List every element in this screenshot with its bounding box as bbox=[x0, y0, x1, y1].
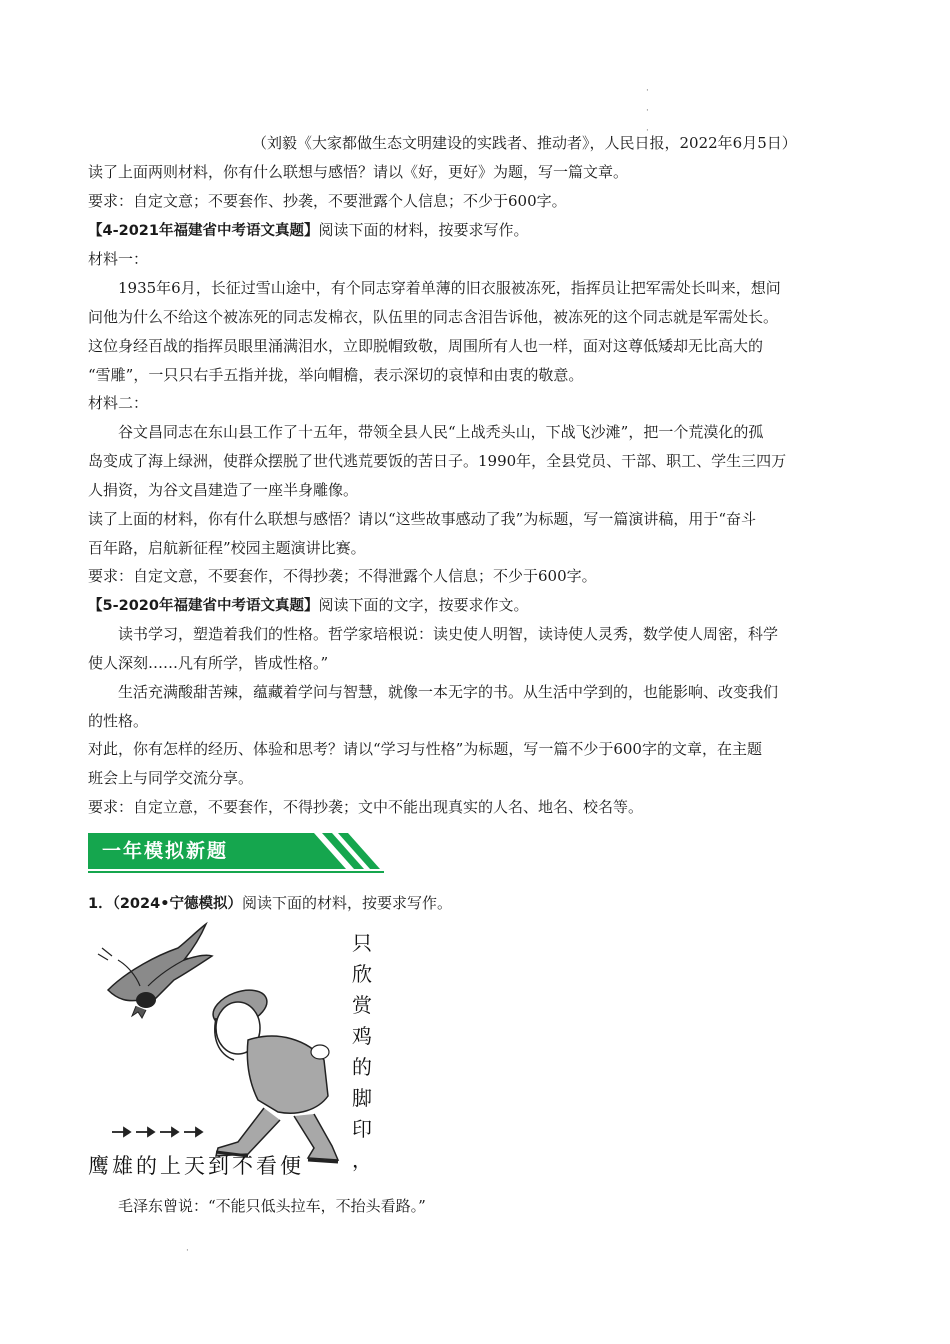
mao-quote: 毛泽东曾说：“不能只低头拉车，不抬头看路。” bbox=[118, 1197, 426, 1215]
material-1-line: 1935年6月，长征过雪山途中，有个同志穿着单薄的旧衣服被冻死，指挥员让把军需处长叫来，想问 bbox=[118, 279, 781, 297]
footprint-arrows bbox=[112, 1128, 202, 1136]
question-5-intro: 阅读下面的文字，按要求作文。 bbox=[318, 596, 529, 614]
question-5-line: 读书学习，塑造着我们的性格。哲学家培根说：读史使人明智，读诗使人灵秀，数学使人周密，科学 bbox=[118, 625, 779, 643]
vertical-char: 赏 bbox=[352, 993, 372, 1017]
material-1-label: 材料一： bbox=[88, 250, 149, 268]
question-5-header bbox=[88, 595, 863, 616]
question-5-line: 对此，你有怎样的经历、体验和思考？请以“学习与性格”为标题，写一篇不少于600字的文章，在主题 bbox=[88, 740, 762, 758]
cartoon-caption: 鹰雄的上天到不看便 bbox=[88, 1154, 304, 1178]
vertical-char: 欣 bbox=[352, 962, 372, 986]
banner-stripes-decoration bbox=[308, 828, 384, 874]
vertical-char: 印 bbox=[352, 1117, 372, 1141]
question-4-prompt: 百年路，启航新征程”校园主题演讲比赛。 bbox=[88, 539, 366, 557]
question-1-number: 1． bbox=[88, 896, 113, 912]
essay-prompt: 读了上面两则材料，你有什么联想与感悟？请以《好，更好》为题，写一篇文章。 bbox=[88, 163, 629, 181]
question-5-line: 班会上与同学交流分享。 bbox=[88, 769, 254, 787]
question-4-requirements: 要求：自定文意，不要套作，不得抄袭；不得泄露个人信息；不少于600字。 bbox=[88, 567, 597, 585]
question-4-title: 【4-2021年福建省中考语文真题】 bbox=[88, 223, 319, 239]
question-5-line: 生活充满酸甜苦辣，蕴藏着学问与智慧，就像一本无字的书。从生活中学到的，也能影响、改变我们 bbox=[118, 683, 779, 701]
question-1-tag: （2024•宁德模拟） bbox=[112, 896, 242, 912]
question-5-line: 的性格。 bbox=[88, 712, 149, 730]
material-1-line: “雪雕”，一只只右手五指并拢，举向帽檐，表示深切的哀悼和由衷的敬意。 bbox=[88, 366, 584, 384]
question-1-intro: 阅读下面的材料，按要求写作。 bbox=[241, 894, 452, 912]
banner-underline bbox=[88, 871, 384, 873]
vertical-char: 的 bbox=[352, 1055, 372, 1079]
banner-title: 一年模拟新题 bbox=[102, 840, 229, 862]
material-1-line: 这位身经百战的指挥员眼里涌满泪水，立即脱帽致敬，周围所有人也一样，面对这尊低矮却无比高大的 bbox=[88, 337, 764, 355]
margin-dots: · · · bbox=[646, 86, 649, 136]
vertical-char: 脚 bbox=[352, 1086, 372, 1110]
question-1-header bbox=[88, 893, 863, 914]
man-walking-drawing bbox=[208, 983, 338, 1162]
vertical-char: 只 bbox=[352, 931, 372, 955]
question-5-line: 使人深刻……凡有所学，皆成性格。” bbox=[88, 654, 329, 672]
source-citation: （刘毅《大家都做生态文明建设的实践者、推动者》，人民日报，2022年6月5日） bbox=[252, 134, 797, 152]
eagle-drawing bbox=[98, 924, 212, 1018]
material-2-line: 谷文昌同志在东山县工作了十五年，带领全县人民“上战秃头山，下战飞沙滩”，把一个荒漠化的孤 bbox=[118, 423, 764, 441]
essay-requirements: 要求：自定文意；不要套作、抄袭，不要泄露个人信息；不少于600字。 bbox=[88, 192, 567, 210]
material-1-line: 问他为什么不给这个被冻死的同志发棉衣，队伍里的同志含泪告诉他，被冻死的这个同志就是军需处长。 bbox=[88, 308, 779, 326]
question-4-intro: 阅读下面的材料，按要求写作。 bbox=[318, 221, 529, 239]
material-2-line: 岛变成了海上绿洲，使群众摆脱了世代逃荒要饭的苦日子。1990年，全县党员、干部、职工、学生三四万 bbox=[88, 452, 787, 470]
section-banner bbox=[88, 828, 384, 874]
material-2-line: 人捐资，为谷文昌建造了一座半身雕像。 bbox=[88, 481, 359, 499]
question-5-requirements: 要求：自定立意，不要套作，不得抄袭；文中不能出现真实的人名、地名、校名等。 bbox=[88, 798, 644, 816]
question-4-prompt: 读了上面的材料，你有什么联想与感悟？请以“这些故事感动了我”为标题，写一篇演讲稿，用于“奋斗 bbox=[88, 510, 757, 528]
material-2-label: 材料二： bbox=[88, 394, 149, 412]
cartoon-vertical-text bbox=[342, 928, 382, 1176]
question-5-title: 【5-2020年福建省中考语文真题】 bbox=[88, 598, 319, 614]
vertical-char: ， bbox=[352, 1148, 372, 1172]
question-4-header bbox=[88, 220, 863, 241]
vertical-char: 鸡 bbox=[352, 1024, 372, 1048]
margin-dots: · bbox=[186, 1246, 189, 1256]
